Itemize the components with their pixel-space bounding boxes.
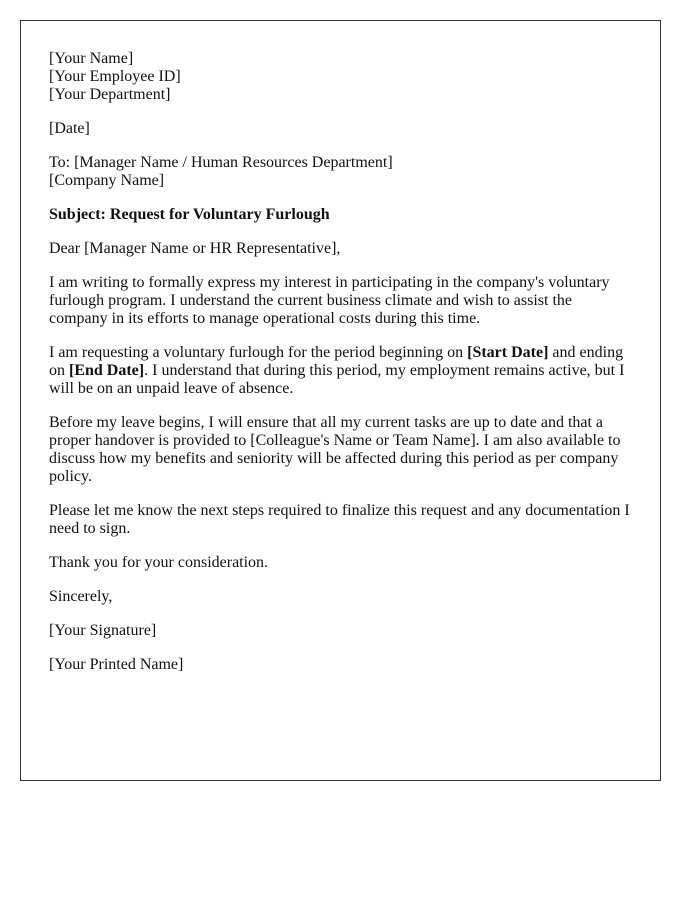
end-date-placeholder: [End Date]: [69, 362, 145, 379]
signature: [Your Signature]: [49, 622, 157, 639]
body-paragraph-1: I am writing to formally express my interest in participating in the company's voluntary furlough program. I understand the current business climate and wish to assist the company in its efforts to manage operational costs during this time.: [49, 274, 610, 327]
letter-date: [Date]: [49, 120, 90, 137]
p2-text-2: and ending on: [49, 344, 624, 379]
letter-page: [20, 20, 661, 781]
body-paragraph-3: Before my leave begins, I will ensure that all my current tasks are up to date and that a proper handover is provided to [Colleague's Name or Team Name]. I am also available to discuss how my benefits and seniority will be affected during this period as per company policy.: [49, 414, 621, 485]
body-paragraph-4: Please let me know the next steps required to finalize this request and any documentation I need to sign.: [49, 502, 630, 537]
sender-name: [Your Name]: [49, 50, 134, 67]
start-date-placeholder: [Start Date]: [467, 344, 549, 361]
printed-name: [Your Printed Name]: [49, 656, 184, 673]
recipient-block: [49, 154, 632, 190]
sender-department: [Your Department]: [49, 86, 171, 103]
p2-text-3: . I understand that during this period, my employment remains active, but I will be on an unpaid leave of absence.: [49, 362, 625, 397]
p2-text-1: I am requesting a voluntary furlough for the period beginning on: [49, 344, 468, 361]
subject-line: Subject: Request for Voluntary Furlough: [49, 206, 330, 223]
recipient-to-line: To: [Manager Name / Human Resources Department]: [49, 154, 393, 171]
sender-block: [49, 50, 632, 104]
body-paragraph-5: Thank you for your consideration.: [49, 554, 269, 571]
body-paragraph-2: [49, 344, 632, 398]
recipient-company: [Company Name]: [49, 172, 165, 189]
closing: Sincerely,: [49, 588, 113, 605]
salutation: Dear [Manager Name or HR Representative],: [49, 240, 341, 257]
sender-employee-id: [Your Employee ID]: [49, 68, 181, 85]
